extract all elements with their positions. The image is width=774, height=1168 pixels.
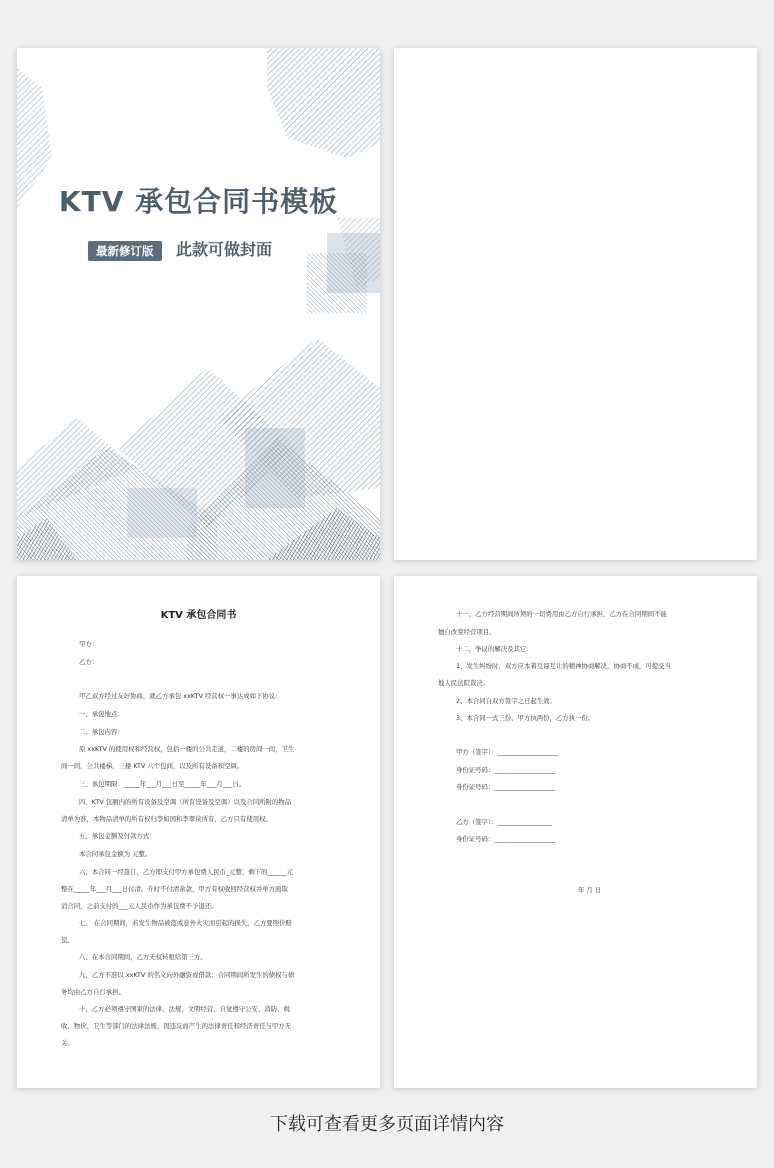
party-b-line: 乙方： xyxy=(79,658,99,666)
text-line: 一、承包地点： xyxy=(79,710,124,718)
contract-title: KTV 承包合同书 xyxy=(160,610,237,621)
text-line: 四、KTV 包厢内的所有设备及空调（所有设备及空调）以及合同所附的物品 xyxy=(79,798,292,806)
id-number-line: 身份证号码：___________________ xyxy=(456,766,556,774)
signature-party-a: 甲方（签字）：___________________ xyxy=(456,748,559,756)
text-line: 擅自改变经营项目。 xyxy=(438,628,496,636)
cover-title: KTV 承包合同书模板 xyxy=(58,185,339,218)
shade-block-2 xyxy=(127,488,197,538)
text-line: 十、乙方必须遵守国家的法律、法规，文明经营，自觉遵守公安、消防、税 xyxy=(79,1005,290,1013)
text-line: 五、承包金额及付款方式： xyxy=(79,832,156,840)
signature-party-b: 乙方（签字）：_________________ xyxy=(456,818,552,826)
contract-page-1 xyxy=(17,576,380,1088)
contract-page-2 xyxy=(394,576,757,1088)
date-line: 年 月 日 xyxy=(578,886,602,894)
cover-subtitle: 此款可做封面 xyxy=(176,240,273,259)
text-line: 间一间，公共楼梯，三楼 KTV 八个包间，以及所有设备和空调。 xyxy=(61,762,244,770)
text-line: 收、物价、卫生等部门的法律法规，因违反而产生的法律责任和经济责任与甲方无 xyxy=(61,1022,292,1030)
text-line: 2、本合同自双方签字之日起生效； xyxy=(456,697,556,705)
text-line: 关。 xyxy=(61,1039,74,1047)
text-line: 十一、乙方经营期间所须的一切费用由乙方自行承担，乙方在合同期间不能 xyxy=(456,610,667,618)
shade-block-1 xyxy=(245,428,305,508)
version-badge: 最新修订版 xyxy=(88,241,162,261)
text-line: 偿。 xyxy=(61,936,74,944)
blank-page xyxy=(394,48,757,560)
id-number-line: 身份证号码：___________________ xyxy=(456,783,556,791)
hexagon-top-right xyxy=(267,48,380,158)
text-line: 原 xxKTV 的使用权和经营权，包括一楼的公共走道，二楼的房间一间，卫生 xyxy=(79,745,295,753)
text-line: 九、乙方不准以 xxKTV 的名义向外融资或借款；合同期间所发生的债权与债 xyxy=(79,971,295,979)
text-line: 甲乙双方经过友好协商，就乙方承包 xxKTV 经营权一事达成如下协议： xyxy=(79,692,282,700)
text-line: 二、承包内容： xyxy=(79,728,124,736)
text-line: 整在_____年___月___日付清。介时不付清余款，甲方有权收回经营权并单方面取 xyxy=(61,885,288,893)
text-line: 十二、争议的解决及其它： xyxy=(456,645,533,653)
text-line: 八、在本合同期间，乙方无权转租给第三方。 xyxy=(79,953,207,961)
text-line: 清单为准，本物品清单的所有权归李如国和李翠侠所有，乙方只有使用权。 xyxy=(61,815,272,823)
text-line: 六、本合同一经签订，乙方即支付甲方承包费人民币_元整，剩下的______元 xyxy=(79,868,294,876)
text-line: 1、发生纠纷时，双方应本着互谅互让的精神协商解决，协商不成，可提交当 xyxy=(456,662,671,670)
text-line: 本合同承包金额为 元整。 xyxy=(79,850,152,858)
text-line: 七、 在合同期间，若发生物品被盗或意外火灾而引起的损失，乙方要照价赔 xyxy=(79,919,292,927)
party-a-line: 甲方： xyxy=(79,640,99,648)
text-line: 务均由乙方自行承担。 xyxy=(61,988,125,996)
text-line: 三、承包期限：_____年___月___日至_____年___月___日。 xyxy=(79,780,246,788)
id-number-line: 身份证号码：___________________ xyxy=(456,835,556,843)
text-line: 3、本合同一式三份，甲方执两份，乙方执一份。 xyxy=(456,714,595,722)
footer-caption: 下载可查看更多页面详情内容 xyxy=(270,1114,504,1135)
text-line: 消合同，之前支付的___元人民币作为承包费不予退还。 xyxy=(61,902,218,910)
text-line: 地人民法院裁决； xyxy=(438,679,490,687)
cover-geometric-art xyxy=(17,48,380,560)
cover-page xyxy=(17,48,380,560)
